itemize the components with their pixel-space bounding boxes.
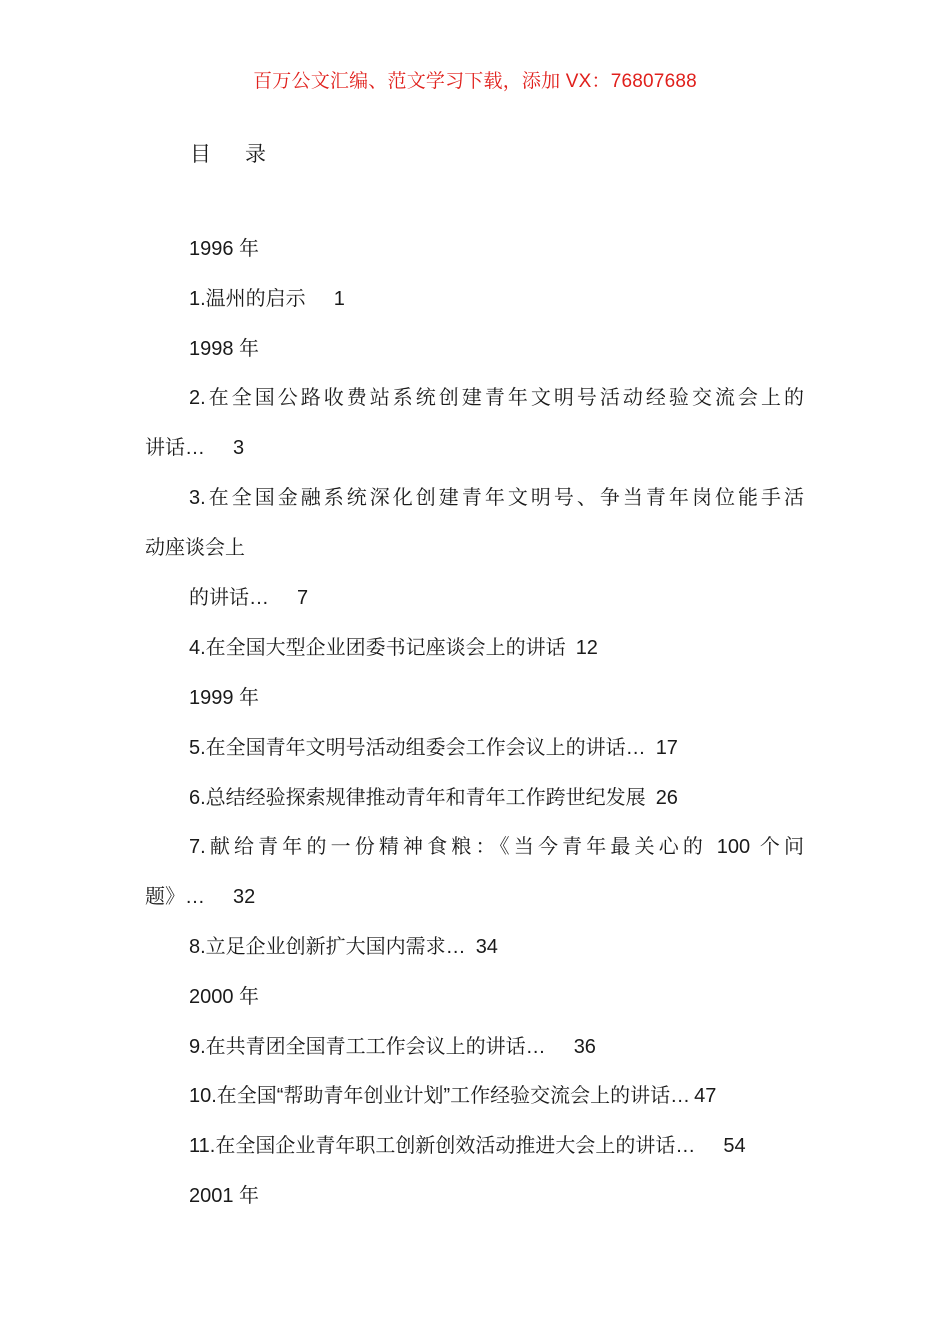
watermark-header: 百万公文汇编、范文学习下载，添加 VX：76807688 — [253, 71, 697, 92]
toc-entry-title: 5.在全国青年文明号活动组委会工作会议上的讲话… — [189, 737, 646, 759]
toc-entry-title: 讲话… — [145, 437, 205, 459]
toc-entry-11[interactable] — [189, 1132, 746, 1160]
toc-entry-6[interactable] — [189, 784, 678, 812]
toc-entry-page: 3 — [233, 437, 245, 459]
toc-entry-7-line1[interactable]: 7.献给青年的一份精神食粮：《当今青年最关心的 100 个问 — [189, 836, 804, 858]
toc-entry-2-line2[interactable] — [145, 434, 244, 462]
toc-entry-3-line1[interactable]: 3.在全国金融系统深化创建青年文明号、争当青年岗位能手活 — [189, 487, 804, 509]
year-heading-2001: 2001 年 — [189, 1185, 260, 1207]
toc-entry-page: 54 — [723, 1135, 746, 1157]
toc-entry-title: 10.在全国“帮助青年创业计划”工作经验交流会上的讲话… — [189, 1085, 691, 1107]
toc-entry-title: 11.在全国企业青年职工创新创效活动推进大会上的讲话… — [189, 1135, 696, 1157]
toc-entry-page: 47 — [694, 1085, 717, 1107]
toc-entry-page: 26 — [655, 787, 678, 809]
toc-entry-5[interactable] — [189, 734, 678, 762]
toc-entry-page: 32 — [233, 886, 256, 908]
toc-entry-title: 4.在全国大型企业团委书记座谈会上的讲话 — [189, 637, 566, 659]
toc-entry-9[interactable] — [189, 1033, 596, 1061]
toc-entry-3-line3[interactable] — [189, 584, 308, 612]
toc-entry-3-line2[interactable]: 动座谈会上 — [145, 537, 245, 559]
toc-title: 目录 — [190, 143, 300, 166]
toc-entry-title: 1.温州的启示 — [189, 288, 306, 310]
toc-entry-1[interactable] — [189, 285, 345, 313]
toc-entry-10[interactable] — [189, 1082, 716, 1110]
toc-entry-page: 36 — [573, 1036, 596, 1058]
year-heading-1996: 1996 年 — [189, 238, 260, 260]
year-heading-1998: 1998 年 — [189, 338, 260, 360]
toc-entry-page: 1 — [333, 288, 345, 310]
toc-entry-title: 的讲话… — [189, 587, 269, 609]
toc-entry-title: 6.总结经验探索规律推动青年和青年工作跨世纪发展 — [189, 787, 646, 809]
year-heading-1999: 1999 年 — [189, 687, 260, 709]
toc-entry-title: 题》… — [145, 886, 205, 908]
toc-entry-page: 12 — [575, 637, 598, 659]
toc-entry-page: 7 — [297, 587, 309, 609]
year-heading-2000: 2000 年 — [189, 986, 260, 1008]
toc-entry-page: 17 — [655, 737, 678, 759]
toc-entry-4[interactable] — [189, 634, 598, 662]
toc-entry-title: 9.在共青团全国青工工作会议上的讲话… — [189, 1036, 546, 1058]
toc-entry-title: 8.立足企业创新扩大国内需求… — [189, 936, 466, 958]
toc-entry-8[interactable] — [189, 933, 498, 961]
toc-entry-7-line2[interactable] — [145, 883, 255, 911]
toc-entry-page: 34 — [475, 936, 498, 958]
toc-entry-2-line1[interactable]: 2.在全国公路收费站系统创建青年文明号活动经验交流会上的 — [189, 387, 804, 409]
